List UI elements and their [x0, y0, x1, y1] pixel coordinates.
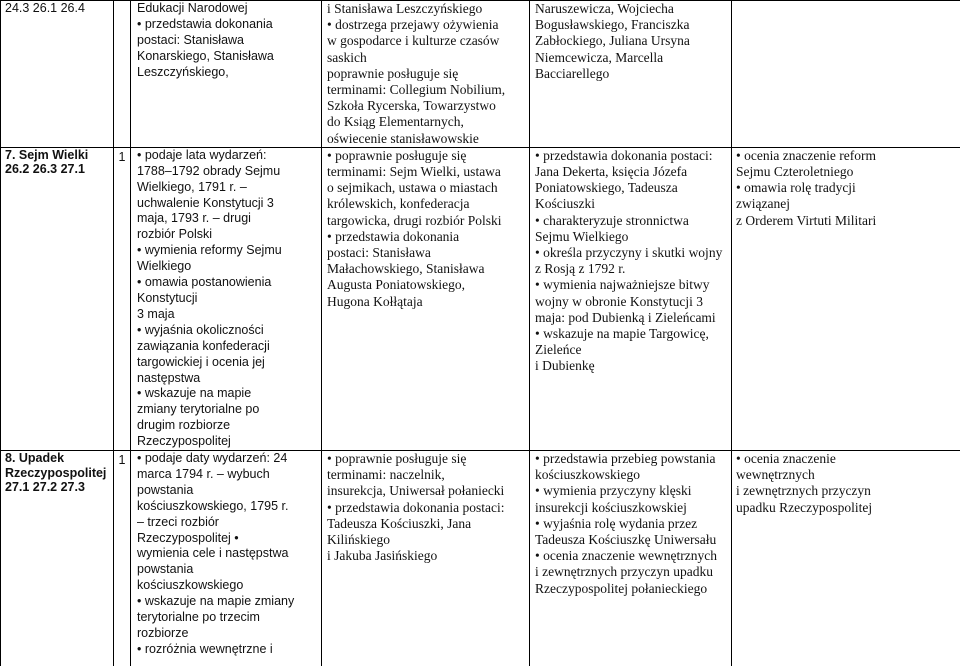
cell-text-line: do Ksiąg Elementarnych, — [327, 114, 525, 130]
cell-text-line: maja, 1793 r. – drugi — [137, 211, 317, 227]
cell-text-line: uchwalenie Konstytucji 3 — [137, 196, 317, 212]
cell-text-line: związanej — [736, 196, 956, 212]
cell-text-line: • przedstawia przebieg powstania — [535, 451, 727, 467]
cell-text-line: i Stanisława Leszczyńskiego — [327, 1, 525, 17]
requirements-excellent-cell — [732, 147, 960, 450]
cell-text-line: z Rosją z 1792 r. — [535, 261, 727, 277]
cell-text-line: • ocenia znaczenie — [736, 451, 956, 467]
cell-text-line: insurekcja, Uniwersał połaniecki — [327, 483, 525, 499]
cell-text-line: Naruszewicza, Wojciecha — [535, 1, 727, 17]
requirements-excellent-cell — [732, 451, 960, 666]
cell-text-line: Bacciarellego — [535, 66, 727, 82]
cell-text-line: Rzeczypospolitej — [5, 466, 109, 481]
cell-text-line: kościuszkowskiego — [137, 578, 317, 594]
cell-text-line: • omawia rolę tradycji — [736, 180, 956, 196]
cell-text-line: Zabłockiego, Juliana Ursyna — [535, 33, 727, 49]
cell-text-line: Konstytucji — [137, 291, 317, 307]
cell-text-line: 27.1 27.2 27.3 — [5, 480, 109, 495]
cell-text-line: targowicka, drugi rozbiór Polski — [327, 213, 525, 229]
lesson-topic-cell — [1, 147, 114, 450]
cell-text-line: • przedstawia dokonania postaci: — [327, 500, 525, 516]
cell-text-line: Kościuszki — [535, 196, 727, 212]
cell-text-line: następstwa — [137, 371, 317, 387]
cell-text-line: wymienia cele i następstwa — [137, 546, 317, 562]
cell-text-line: 7. Sejm Wielki — [5, 148, 109, 163]
cell-text-line: królewskich, konfederacja — [327, 196, 525, 212]
cell-text-line: • wymienia przyczyny klęski — [535, 483, 727, 499]
cell-text-line: • wymienia reformy Sejmu — [137, 243, 317, 259]
cell-text-line: kościuszkowskiego — [535, 467, 727, 483]
requirements-advanced-cell — [530, 147, 732, 450]
cell-text-line: z Orderem Virtuti Militari — [736, 213, 956, 229]
cell-text-line: 1788–1792 obrady Sejmu — [137, 164, 317, 180]
cell-text-line: wojny w obronie Konstytucji 3 — [535, 294, 727, 310]
cell-text-line: • ocenia znaczenie reform — [736, 148, 956, 164]
cell-text-line: i zewnętrznych przyczyn — [736, 483, 956, 499]
cell-text-line: i Dubienkę — [535, 358, 727, 374]
cell-text-line: Leszczyńskiego, — [137, 65, 317, 81]
requirements-excellent-cell — [732, 1, 960, 148]
cell-text-line: • podaje lata wydarzeń: — [137, 148, 317, 164]
cell-text-line: • charakteryzuje stronnictwa — [535, 213, 727, 229]
table-row — [1, 147, 960, 450]
cell-text-line: saskich — [327, 50, 525, 66]
cell-text-line: • wyjaśnia rolę wydania przez — [535, 516, 727, 532]
cell-text-line: Wielkiego, 1791 r. – — [137, 180, 317, 196]
cell-text-line: • wyjaśnia okoliczności — [137, 323, 317, 339]
cell-text-line: o sejmikach, ustawa o miastach — [327, 180, 525, 196]
requirements-extended-cell — [322, 1, 530, 148]
cell-text-line: zmiany terytorialne po — [137, 402, 317, 418]
cell-text-line: Edukacji Narodowej — [137, 1, 317, 17]
cell-text-line: Zieleńce — [535, 342, 727, 358]
cell-text-line: – trzeci rozbiór — [137, 515, 317, 531]
cell-text-line: targowickiej i ocenia jej — [137, 355, 317, 371]
cell-text-line: 3 maja — [137, 307, 317, 323]
cell-text-line: • poprawnie posługuje się — [327, 451, 525, 467]
requirements-advanced-cell — [530, 1, 732, 148]
cell-text-line: Kilińskiego — [327, 532, 525, 548]
cell-text-line: Konarskiego, Stanisława — [137, 49, 317, 65]
requirements-basic-cell — [131, 1, 322, 148]
cell-text-line: • wskazuje na mapie — [137, 386, 317, 402]
cell-text-line: 8. Upadek — [5, 451, 109, 466]
cell-text-line: insurekcji kościuszkowskiej — [535, 500, 727, 516]
cell-text-line: w gospodarce i kulturze czasów — [327, 33, 525, 49]
cell-text-line: drugim rozbiorze — [137, 418, 317, 434]
requirements-basic-cell — [131, 147, 322, 450]
cell-text-line: 26.2 26.3 27.1 — [5, 162, 109, 177]
cell-text-line: Augusta Poniatowskiego, — [327, 277, 525, 293]
cell-text-line: Rzeczypospolitej — [137, 434, 317, 450]
cell-text-line: Małachowskiego, Stanisława — [327, 261, 525, 277]
cell-text-line: powstania — [137, 483, 317, 499]
cell-text-line: postaci: Stanisława — [327, 245, 525, 261]
cell-text-line: powstania — [137, 562, 317, 578]
cell-text-line: kościuszkowskiego, 1795 r. — [137, 499, 317, 515]
cell-text-line: Tadeusza Kościuszki, Jana — [327, 516, 525, 532]
cell-text-line: • ocenia znaczenie wewnętrznych — [535, 548, 727, 564]
cell-text-line: rozbiorze — [137, 626, 317, 642]
cell-text-line: Poniatowskiego, Tadeusza — [535, 180, 727, 196]
cell-text-line: maja: pod Dubienką i Zieleńcami — [535, 310, 727, 326]
requirements-extended-cell — [322, 147, 530, 450]
cell-text-line: Wielkiego — [137, 259, 317, 275]
cell-text-line: Hugona Kołłątaja — [327, 294, 525, 310]
cell-text-line: postaci: Stanisława — [137, 33, 317, 49]
cell-text-line: • określa przyczyny i skutki wojny — [535, 245, 727, 261]
requirements-extended-cell — [322, 451, 530, 666]
requirements-advanced-cell — [530, 451, 732, 666]
lesson-topic-cell — [1, 1, 114, 148]
table-row — [1, 451, 960, 666]
cell-text-line: oświecenie stanisławowskie — [327, 131, 525, 147]
cell-text-line: Jana Dekerta, księcia Józefa — [535, 164, 727, 180]
cell-text-line: • omawia postanowienia — [137, 275, 317, 291]
cell-text-line: Bogusławskiego, Franciszka — [535, 17, 727, 33]
cell-text-line: Rzeczypospolitej • — [137, 531, 317, 547]
cell-text-line: • wskazuje na mapie zmiany — [137, 594, 317, 610]
cell-text-line: marca 1794 r. – wybuch — [137, 467, 317, 483]
cell-text-line: rozbiór Polski — [137, 227, 317, 243]
cell-text-line: Szkoła Rycerska, Towarzystwo — [327, 98, 525, 114]
cell-text-line: Niemcewicza, Marcella — [535, 50, 727, 66]
cell-text-line: upadku Rzeczypospolitej — [736, 500, 956, 516]
hours-cell — [114, 147, 131, 450]
cell-text-line: terminami: Collegium Nobilium, — [327, 82, 525, 98]
cell-text-line: • przedstawia dokonania — [327, 229, 525, 245]
cell-text-line: Rzeczypospolitej połanieckiego — [535, 581, 727, 597]
requirements-basic-cell — [131, 451, 322, 666]
cell-text-line: i Jakuba Jasińskiego — [327, 548, 525, 564]
cell-text-line: poprawnie posługuje się — [327, 66, 525, 82]
hours-value: 1 — [119, 453, 126, 467]
cell-text-line: 24.3 26.1 26.4 — [5, 1, 109, 16]
cell-text-line: Sejmu Czteroletniego — [736, 164, 956, 180]
cell-text-line: • wymienia najważniejsze bitwy — [535, 277, 727, 293]
cell-text-line: i zewnętrznych przyczyn upadku — [535, 564, 727, 580]
hours-value: 1 — [119, 150, 126, 164]
cell-text-line: • podaje daty wydarzeń: 24 — [137, 451, 317, 467]
cell-text-line: • poprawnie posługuje się — [327, 148, 525, 164]
table-row — [1, 1, 960, 148]
cell-text-line: zawiązania konfederacji — [137, 339, 317, 355]
cell-text-line: Tadeusza Kościuszkę Uniwersału — [535, 532, 727, 548]
cell-text-line: • przedstawia dokonania — [137, 17, 317, 33]
cell-text-line: terminami: naczelnik, — [327, 467, 525, 483]
cell-text-line: Sejmu Wielkiego — [535, 229, 727, 245]
cell-text-line: • przedstawia dokonania postaci: — [535, 148, 727, 164]
cell-text-line: • wskazuje na mapie Targowicę, — [535, 326, 727, 342]
lesson-topic-cell — [1, 451, 114, 666]
cell-text-line: terminami: Sejm Wielki, ustawa — [327, 164, 525, 180]
cell-text-line: terytorialne po trzecim — [137, 610, 317, 626]
hours-cell — [114, 1, 131, 148]
cell-text-line: • rozróżnia wewnętrzne i — [137, 642, 317, 658]
cell-text-line: • dostrzega przejawy ożywienia — [327, 17, 525, 33]
cell-text-line: wewnętrznych — [736, 467, 956, 483]
hours-cell — [114, 451, 131, 666]
